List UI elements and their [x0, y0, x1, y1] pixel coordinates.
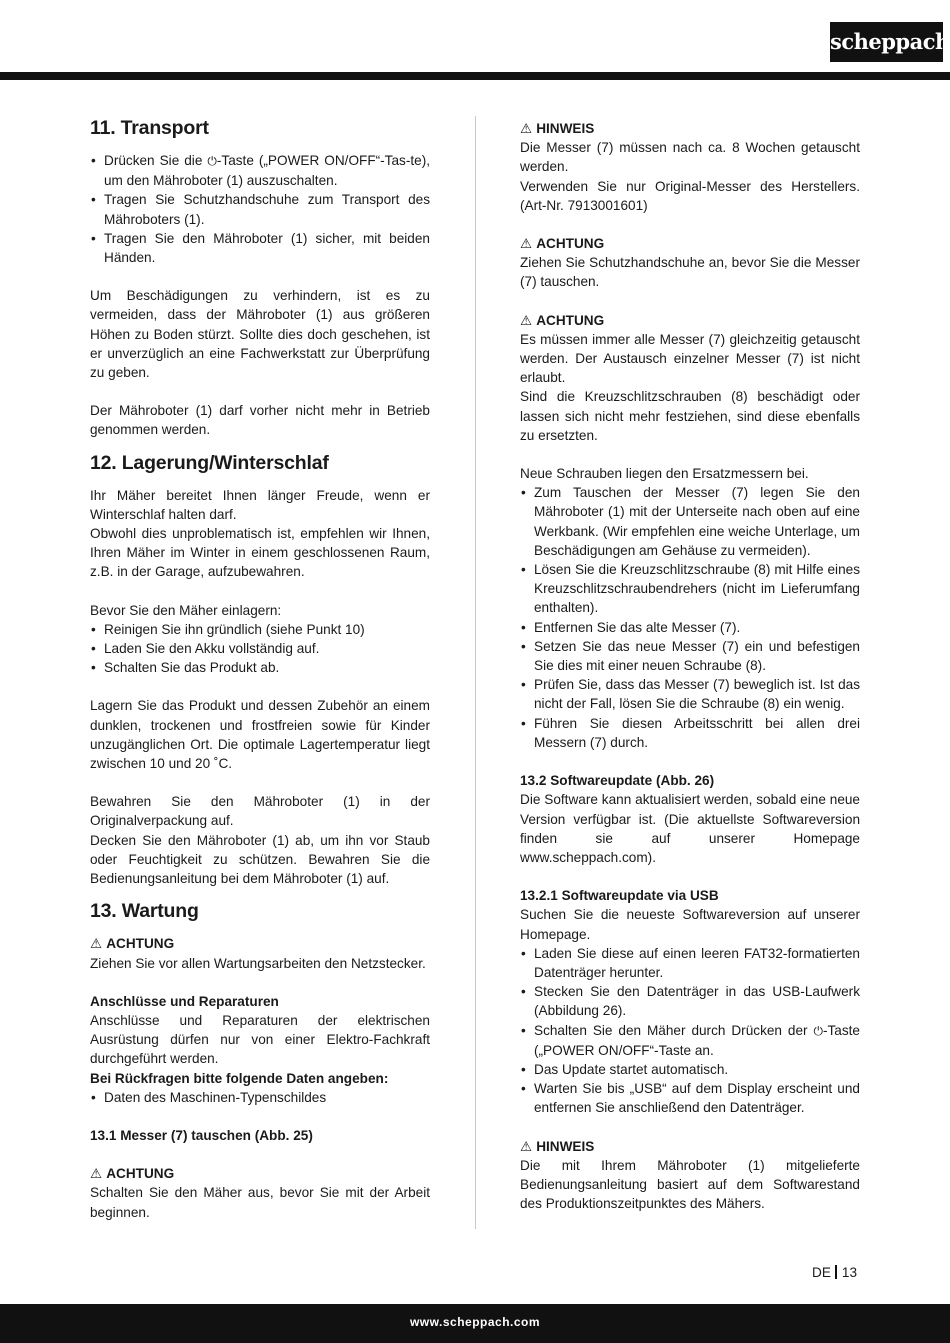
subheading: Anschlüsse und Reparaturen	[90, 993, 279, 1009]
subheading: Bei Rückfragen bitte folgende Daten angeben:	[90, 1070, 389, 1086]
paragraph: Sind die Kreuzschlitzschrauben (8) beschädigt oder lassen sich nicht mehr festziehen, sind diese ebenfalls zu ersetzten.	[520, 389, 860, 443]
paragraph: Um Beschädigungen zu verhindern, ist es zu vermeiden, dass der Mähroboter (1) aus größeren Höhen zu Boden stürzt. Sollte dies doch geschehen, ist er unverzüglich an eine Fachwerkstatt zur Überprüfung zu geben.	[90, 288, 430, 381]
list-item: • Lösen Sie die Kreuzschlitzschraube (8) mit Hilfe eines Kreuzschlitzschraubendrehers (nicht im Lieferumfang enthalten).	[520, 560, 860, 618]
list-item: • Das Update startet automatisch.	[520, 1060, 860, 1079]
warning-icon: ⚠	[90, 1166, 103, 1182]
warning-icon: ⚠	[520, 236, 533, 252]
list-item: • Zum Tauschen der Messer (7) legen Sie den Mähroboter (1) mit der Unterseite nach oben auf eine Werkbank. (Wir empfehlen eine weiche Unterlage, um Beschädigungen am Gehäuse zu vermeiden).	[520, 483, 860, 560]
list-item: • Führen Sie diesen Arbeitsschritt bei allen drei Messern (7) durch.	[520, 714, 860, 752]
warning-icon: ⚠	[520, 121, 533, 136]
list-item: • Laden Sie den Akku vollständig auf.	[90, 639, 430, 658]
section-title-lagerung: 12. Lagerung/Winterschlaf	[90, 451, 329, 474]
list-item: • Schalten Sie den Mäher durch Drücken der ⏻-Taste („POWER ON/OFF“-Taste an.	[520, 1021, 860, 1060]
paragraph: Bewahren Sie den Mähroboter (1) in der Originalverpackung auf.	[90, 794, 430, 829]
list-item: • Entfernen Sie das alte Messer (7).	[520, 618, 860, 637]
usb-steps-list	[520, 944, 860, 1118]
paragraph: Suchen Sie die neueste Softwareversion auf unserer Homepage.	[520, 907, 860, 942]
blade-steps-list	[520, 483, 860, 752]
paragraph: Decken Sie den Mähroboter (1) ab, um ihn vor Staub oder Feuchtigkeit zu schützen. Bewahren Sie die Bedienungsanleitung bei dem Mähroboter (1) auf.	[90, 832, 430, 887]
paragraph: Ziehen Sie vor allen Wartungsarbeiten den Netzstecker.	[90, 955, 426, 971]
left-column	[90, 115, 430, 1222]
power-icon: ⏻	[813, 1023, 823, 1038]
paragraph: Ziehen Sie Schutzhandschuhe an, bevor Sie die Messer (7) tauschen.	[520, 255, 860, 290]
subsection-title-messer: 13.1 Messer (7) tauschen (Abb. 25)	[90, 1127, 313, 1143]
list-item: • Daten des Maschinen-Typenschildes	[90, 1088, 430, 1107]
footer-url[interactable]: www.scheppach.com	[0, 1304, 950, 1343]
paragraph: Verwenden Sie nur Original-Messer des Herstellers. (Art-Nr. 7913001601)	[520, 178, 860, 213]
warning-icon: ⚠	[90, 936, 103, 952]
subsection-title-software: 13.2 Softwareupdate (Abb. 26)	[520, 773, 715, 789]
list-item: • Warten Sie bis „USB“ auf dem Display erscheint und entfernen Sie anschließend den Datenträger.	[520, 1079, 860, 1117]
list-item: • Reinigen Sie ihn gründlich (siehe Punkt 10)	[90, 620, 430, 639]
header-bar	[0, 72, 950, 80]
list-item: • Tragen Sie den Mähroboter (1) sicher, mit beiden Händen.	[90, 229, 430, 267]
list-item: • Drücken Sie die ⏻-Taste („POWER ON/OFF“-Tas-te), um den Mähroboter (1) auszuschalten.	[90, 151, 430, 190]
page-number: DE 13	[812, 1265, 858, 1280]
paragraph: Lagern Sie das Produkt und dessen Zubehör an einem dunklen, trockenen und frostfreien sowie für Kinder unzugänglichen Ort. Die optimale Lagertemperatur liegt zwischen 10 und 20 ˚C.	[90, 698, 430, 772]
list-item: • Schalten Sie das Produkt ab.	[90, 658, 430, 677]
paragraph: Obwohl dies unproblematisch ist, empfehlen wir Ihnen, Ihren Mäher im Winter in einem geschlossenen Raum, z.B. in der Garage, aufzubewahren.	[90, 526, 430, 580]
section-title-transport: 11. Transport	[90, 117, 209, 139]
warning-heading: ⚠ ACHTUNG	[90, 1166, 175, 1182]
paragraph: Bevor Sie den Mäher einlagern:	[90, 602, 282, 618]
paragraph: Der Mähroboter (1) darf vorher nicht mehr in Betrieb genommen werden.	[90, 403, 430, 438]
notice-heading: ⚠ HINWEIS	[520, 1138, 595, 1154]
paragraph: Schalten Sie den Mäher aus, bevor Sie mit der Arbeit beginnen.	[90, 1185, 430, 1220]
notice-heading: ⚠ HINWEIS	[520, 121, 595, 136]
paragraph: Es müssen immer alle Messer (7) gleichzeitig getauscht werden. Der Austausch einzelner Messer (7) ist nicht erlaubt.	[520, 331, 860, 386]
power-icon: ⏻	[207, 154, 217, 168]
list-item: • Setzen Sie das neue Messer (7) ein und befestigen Sie dies mit einer neuen Schraube (8).	[520, 637, 860, 675]
paragraph: Die mit Ihrem Mähroboter (1) mitgelieferte Bedienungsanleitung basiert auf dem Softwarestand des Produktionszeitpunktes des Mähers.	[520, 1157, 860, 1212]
paragraph: Die Software kann aktualisiert werden, sobald eine neue Version verfügbar ist. (Die aktuellste Softwareversion finden sie auf unserer Homepage www.scheppach.com).	[520, 792, 860, 865]
subsection-title-usb: 13.2.1 Softwareupdate via USB	[520, 888, 719, 904]
data-list	[90, 1088, 430, 1107]
transport-list	[90, 151, 430, 267]
brand-logo: scheppach	[830, 22, 943, 62]
paragraph: Neue Schrauben liegen den Ersatzmessern bei.	[520, 466, 809, 482]
list-item: • Laden Sie diese auf einen leeren FAT32-formatierten Datenträger herunter.	[520, 944, 860, 982]
warning-heading: ⚠ ACHTUNG	[520, 236, 605, 252]
paragraph: Anschlüsse und Reparaturen der elektrischen Ausrüstung dürfen nur von einer Elektro-Fachkraft durchgeführt werden.	[90, 1012, 430, 1067]
paragraph: Ihr Mäher bereitet Ihnen länger Freude, wenn er Winterschlaf halten darf.	[90, 487, 430, 522]
list-item: • Prüfen Sie, dass das Messer (7) beweglich ist. Ist das nicht der Fall, lösen Sie die Schraube (8) ein wenig.	[520, 675, 860, 713]
warning-icon: ⚠	[520, 312, 533, 328]
right-column	[520, 119, 860, 1213]
warning-heading: ⚠ ACHTUNG	[520, 312, 605, 328]
warning-heading: ⚠ ACHTUNG	[90, 936, 175, 952]
column-divider	[475, 116, 476, 1229]
section-title-wartung: 13. Wartung	[90, 900, 199, 923]
list-item: • Tragen Sie Schutzhandschuhe zum Transport des Mähroboters (1).	[90, 190, 430, 228]
storage-list	[90, 620, 430, 678]
list-item: • Stecken Sie den Datenträger in das USB-Laufwerk (Abbildung 26).	[520, 982, 860, 1020]
warning-icon: ⚠	[520, 1138, 533, 1154]
paragraph: Die Messer (7) müssen nach ca. 8 Wochen getauscht werden.	[520, 140, 860, 175]
